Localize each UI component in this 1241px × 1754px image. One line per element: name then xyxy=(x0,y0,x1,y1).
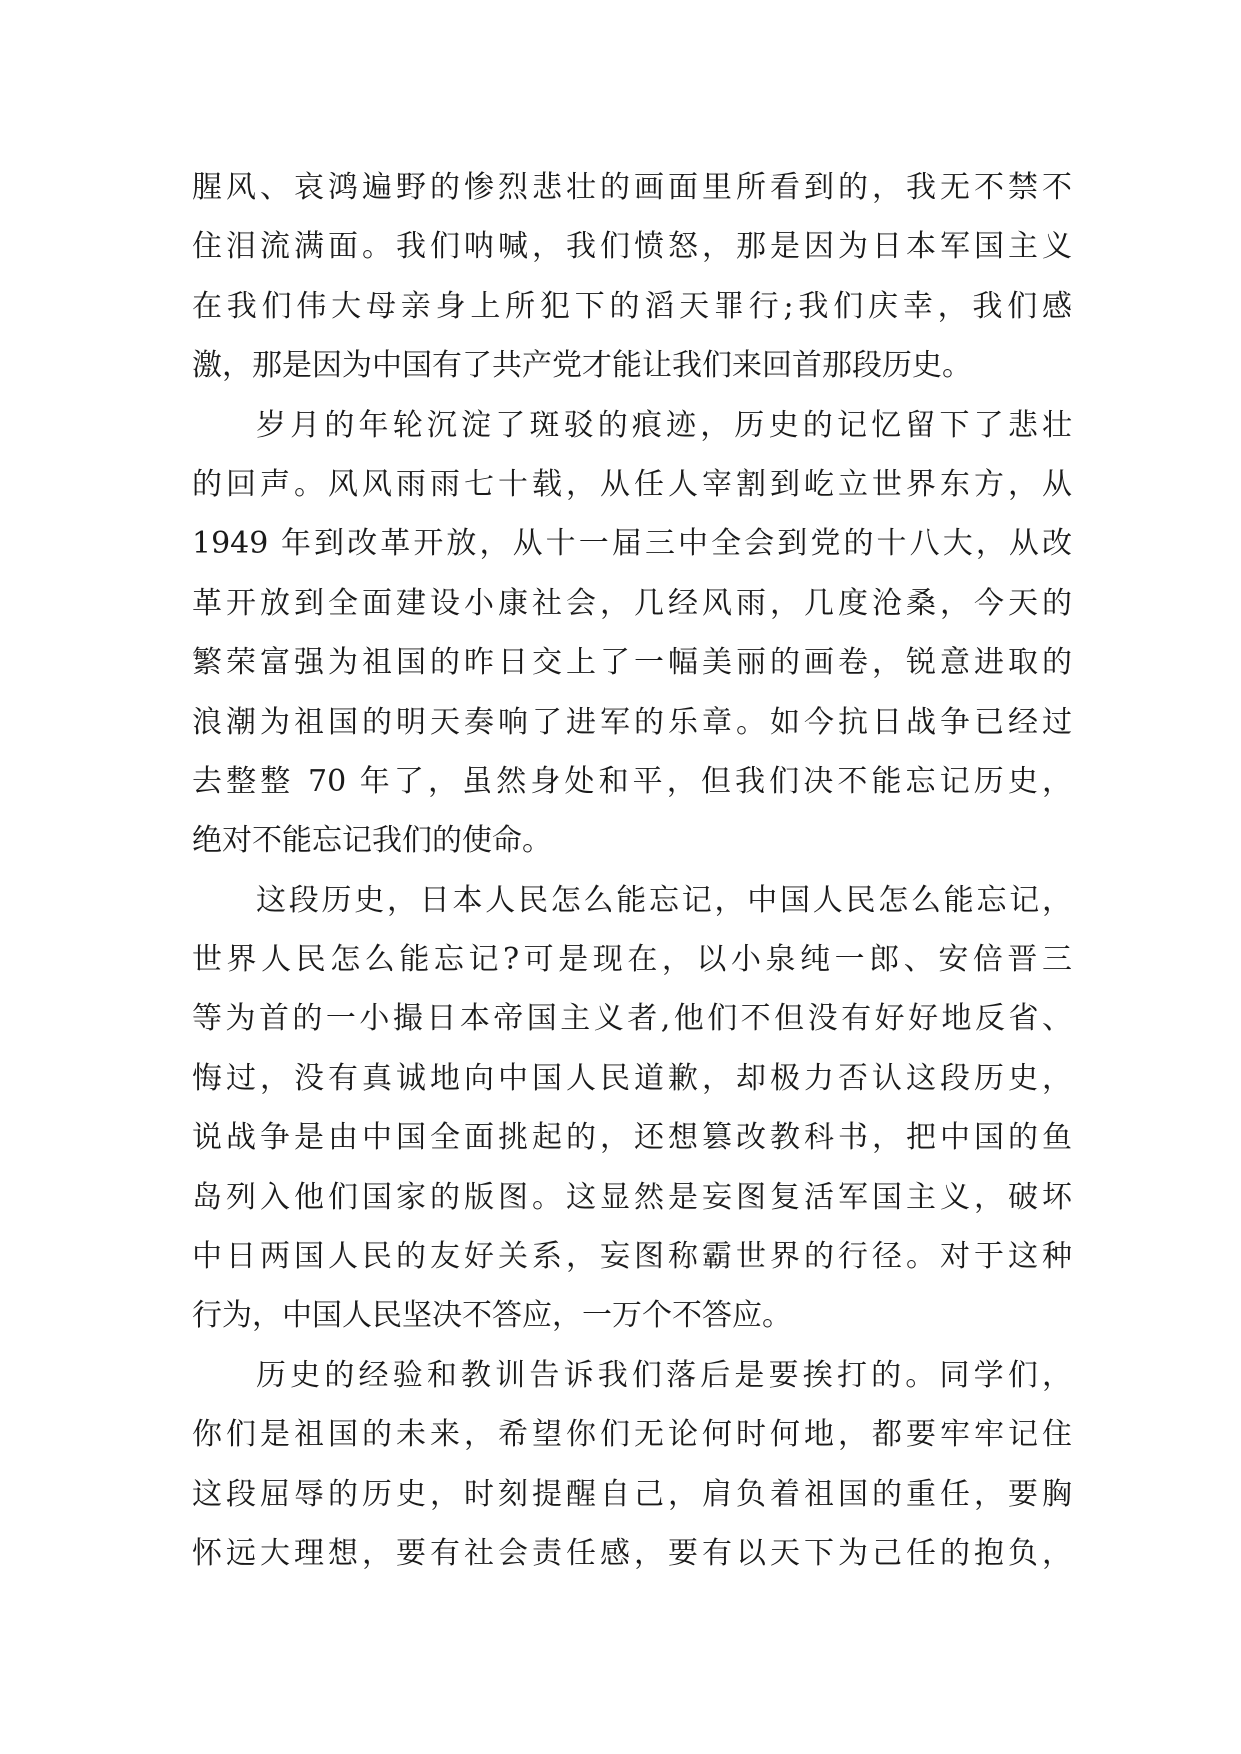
text-line: 岁月的年轮沉淀了斑驳的痕迹，历史的记忆留下了悲壮 xyxy=(256,407,1072,443)
text-line: 1949 年到改革开放，从十一届三中全会到党的十八大，从改 xyxy=(192,526,1072,562)
text-line: 在我们伟大母亲身上所犯下的滔天罪行;我们庆幸，我们感 xyxy=(192,288,1072,324)
document-body xyxy=(192,158,1072,1583)
text-line: 这段历史，日本人民怎么能忘记，中国人民怎么能忘记， xyxy=(256,882,1072,918)
text-line: 浪潮为祖国的明天奏响了进军的乐章。如今抗日战争已经过 xyxy=(192,704,1072,740)
text-line: 这段屈辱的历史，时刻提醒自己，肩负着祖国的重任，要胸 xyxy=(192,1476,1072,1512)
text-line: 怀远大理想，要有社会责任感，要有以天下为己任的抱负， xyxy=(192,1535,1072,1571)
text-line: 繁荣富强为祖国的昨日交上了一幅美丽的画卷，锐意进取的 xyxy=(192,645,1072,681)
text-line: 中日两国人民的友好关系，妄图称霸世界的行径。对于这种 xyxy=(192,1239,1072,1275)
text-line: 腥风、哀鸿遍野的惨烈悲壮的画面里所看到的，我无不禁不 xyxy=(192,170,1072,205)
text-line: 的回声。风风雨雨七十载，从任人宰割到屹立世界东方，从 xyxy=(192,466,1072,502)
text-line: 住泪流满面。我们呐喊，我们愤怒，那是因为日本军国主义 xyxy=(192,229,1072,265)
text-line: 岛列入他们国家的版图。这显然是妄图复活军国主义，破坏 xyxy=(192,1179,1072,1215)
text-line: 历史的经验和教训告诉我们落后是要挨打的。同学们， xyxy=(256,1357,1072,1393)
text-line: 等为首的一小撮日本帝国主义者,他们不但没有好好地反省、 xyxy=(192,1001,1072,1037)
text-line: 说战争是由中国全面挑起的，还想篡改教科书，把中国的鱼 xyxy=(192,1120,1072,1156)
text-line: 悔过，没有真诚地向中国人民道歉，却极力否认这段历史， xyxy=(192,1060,1072,1096)
text-line: 去整整 70 年了，虽然身处和平，但我们决不能忘记历史， xyxy=(192,763,1072,799)
text-line: 绝对不能忘记我们的使命。 xyxy=(192,823,552,859)
text-line: 激，那是因为中国有了共产党才能让我们来回首那段历史。 xyxy=(192,348,972,384)
text-line: 行为，中国人民坚决不答应，一万个不答应。 xyxy=(192,1298,792,1334)
text-line: 革开放到全面建设小康社会，几经风雨，几度沧桑，今天的 xyxy=(192,585,1072,621)
text-line: 世界人民怎么能忘记?可是现在，以小泉纯一郎、安倍晋三 xyxy=(192,942,1072,978)
text-line: 你们是祖国的未来，希望你们无论何时何地，都要牢牢记住 xyxy=(192,1417,1072,1453)
